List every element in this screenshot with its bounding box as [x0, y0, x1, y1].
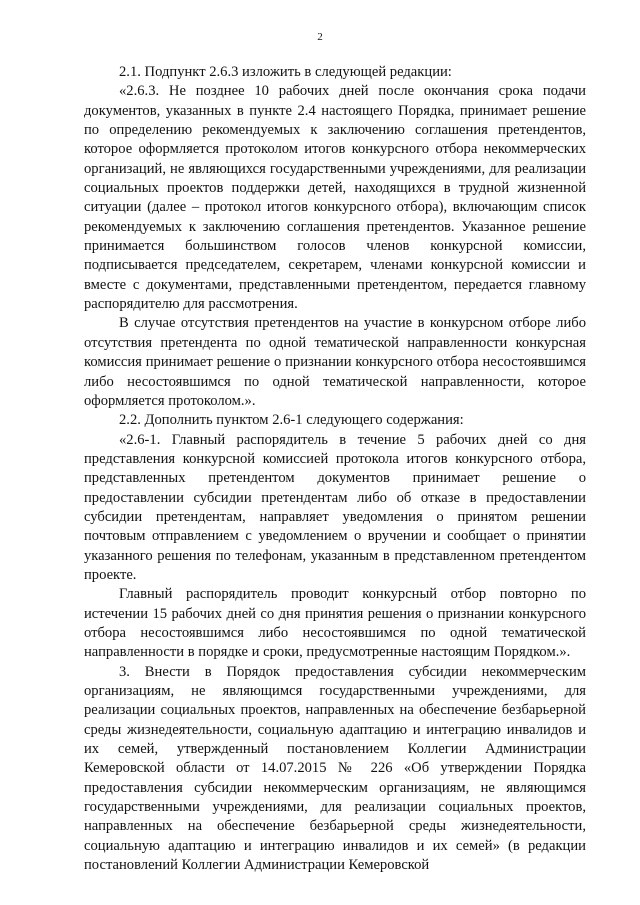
paragraph-repeat-selection: Главный распорядитель проводит конкурсный отбор повторно по истечении 15 рабочих дней со дня принятия решения о признании конкурсного отбора несостоявшимся либо несостоявшимся по одной тематической направленности в порядке и сроки, предусмотренные настоящим Порядком.». [84, 586, 586, 661]
document-body [84, 63, 586, 875]
page-number: 2 [317, 31, 323, 43]
paragraph-2-2: 2.2. Дополнить пунктом 2.6-1 следующего содержания: [119, 412, 464, 429]
paragraph-3: 3. Внести в Порядок предоставления субсидии некоммерческим организациям, не являющимся государственными учреждениями, для реализации социальных проектов, направленных на обеспечение безбарьерной среды жизнедеятельности, социальную адаптацию и интеграцию инвалидов и их семей, утвержденный постановлением Коллегии Администрации Кемеровской области от 14.07.2015 № 226 «Об утверждении Порядка предоставления субсидии некоммерческим организациям, не являющимся государственными учреждениями, для реализации социальных проектов, направленных на обеспечение безбарьерной среды жизнедеятельности, социальную адаптацию и интеграцию инвалидов и их семей» (в редакции постановлений Коллегии Администрации Кемеровской [84, 663, 586, 874]
paragraph-2-1: 2.1. Подпункт 2.6.3 изложить в следующей редакции: [119, 64, 452, 80]
paragraph-2-6-1: «2.6-1. Главный распорядитель в течение 5 рабочих дней со дня представления конкурсной комиссией протокола итогов конкурсного отбора, представленных претендентом документов принимает решение о предоставлении субсидии претендентам либо об отказе в предоставлении субсидии претендентам, направляет уведомления о принятом решении почтовым отправлением с уведомлением о вручении и сообщает о принятии указанного решения по телефонам, указанным в представленном претендентом проекте. [84, 431, 586, 583]
paragraph-2-6-3: «2.6.3. Не позднее 10 рабочих дней после окончания срока подачи документов, указанных в пункте 2.4 настоящего Порядка, принимает решение по определению рекомендуемых к заключению соглашения претендентов, которое оформляется протоколом итогов конкурсного отбора некоммерческих организаций, не являющихся государственными учреждениями, для реализации социальных проектов поддержки детей, находящихся в трудной жизненной ситуации (далее – протокол итогов конкурсного отбора), включающим список рекомендуемых к заключению соглашения претендентов. Указанное решение принимается большинством голосов членов конкурсной комиссии, подписывается председателем, секретарем, членами конкурсной комиссии и вместе с документами, представленными претендентом, передается главному распорядителю для рассмотрения. [84, 83, 586, 313]
paragraph-absence-of-applicants: В случае отсутствия претендентов на участие в конкурсном отборе либо отсутствия претендента по одной тематической направленности конкурсная комиссия принимает решение о признании конкурсного отбора несостоявшимся либо несостоявшимся по одной тематической направленности, которое оформляется протоколом.». [84, 315, 586, 409]
